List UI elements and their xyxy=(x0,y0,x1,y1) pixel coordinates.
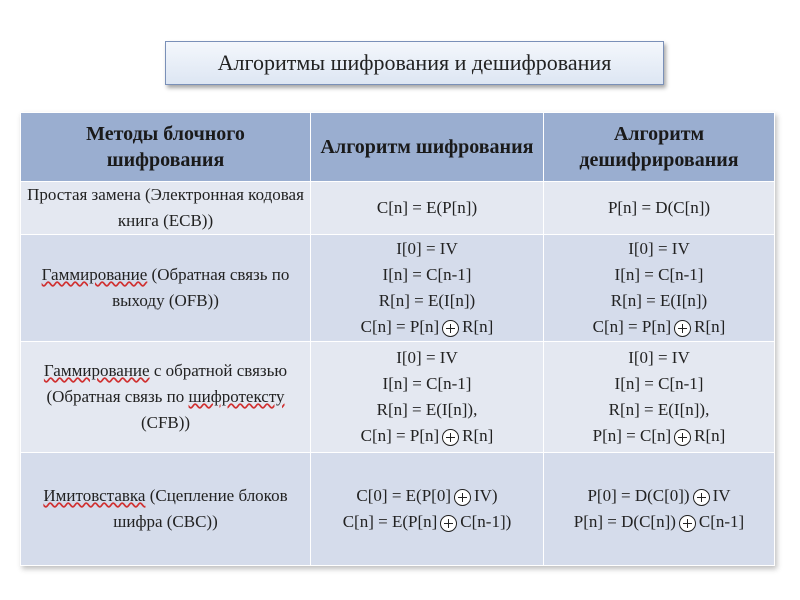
formula-line: R[n] = E(I[n]), xyxy=(376,400,478,419)
table-row xyxy=(21,235,775,342)
method-cell xyxy=(21,235,311,342)
formula-line: P[n] = C[n] R[n] xyxy=(592,426,726,445)
formula-line: C[n] = P[n] R[n] xyxy=(360,426,494,445)
decryption-cell: P[n] = D(C[n]) xyxy=(544,182,775,235)
formula-line: I[n] = C[n-1] xyxy=(614,374,704,393)
formula-line: C[n] = P[n] R[n] xyxy=(592,317,726,336)
xor-icon xyxy=(674,429,691,446)
xor-icon xyxy=(674,320,691,337)
method-term-2: шифротексту xyxy=(188,387,285,406)
method-term: Имитовставка xyxy=(43,486,146,505)
xor-icon xyxy=(440,515,457,532)
encryption-cell xyxy=(311,453,544,566)
xor-icon xyxy=(693,489,710,506)
formula-line: C[0] = E(P[0] IV) xyxy=(356,486,498,505)
method-cell xyxy=(21,342,311,453)
xor-icon xyxy=(679,515,696,532)
table-row xyxy=(21,342,775,453)
method-cell xyxy=(21,453,311,566)
method-description: (Обратная связь по выходу (OFB)) xyxy=(112,265,290,310)
encryption-cell xyxy=(311,342,544,453)
method-description-end: (CFB)) xyxy=(140,413,191,432)
formula-line: I[n] = C[n-1] xyxy=(382,265,472,284)
table-row xyxy=(21,182,775,235)
formula-line: R[n] = E(I[n]) xyxy=(378,291,476,310)
header-encryption: Алгоритм шифрования xyxy=(311,113,544,182)
encryption-cell xyxy=(311,235,544,342)
table-header-row xyxy=(21,113,775,182)
method-term: Гаммирование xyxy=(41,265,148,284)
method-description: с обратной связью (Обратная связь по xyxy=(46,361,288,406)
formula-line: C[n] = P[n] R[n] xyxy=(360,317,494,336)
xor-icon xyxy=(442,320,459,337)
formula-line: P[n] = D(C[n]) C[n-1] xyxy=(573,512,745,531)
decryption-cell xyxy=(544,453,775,566)
method-cell: Простая замена (Электронная кодовая книга (ECB)) xyxy=(21,182,311,235)
xor-icon xyxy=(442,429,459,446)
method-term: Гаммирование xyxy=(43,361,150,380)
formula-line: P[0] = D(C[0]) IV xyxy=(587,486,731,505)
header-methods: Методы блочного шифрования xyxy=(21,113,311,182)
formula-line: I[0] = IV xyxy=(628,348,690,367)
table-row xyxy=(21,453,775,566)
header-decryption: Алгоритм дешифрирования xyxy=(544,113,775,182)
formula-line: I[0] = IV xyxy=(396,348,458,367)
decryption-cell xyxy=(544,235,775,342)
formula-line: C[n] = E(P[n] C[n-1]) xyxy=(342,512,512,531)
method-description: (Сцепление блоков шифра (CBC)) xyxy=(113,486,288,531)
formula-line: I[0] = IV xyxy=(396,239,458,258)
formula-line: R[n] = E(I[n]) xyxy=(610,291,708,310)
formula-line: R[n] = E(I[n]), xyxy=(608,400,710,419)
encryption-cell: C[n] = E(P[n]) xyxy=(311,182,544,235)
formula-line: I[0] = IV xyxy=(628,239,690,258)
page-title: Алгоритмы шифрования и дешифрования xyxy=(165,41,664,85)
decryption-cell xyxy=(544,342,775,453)
formula-line: I[n] = C[n-1] xyxy=(614,265,704,284)
cipher-table xyxy=(20,112,775,566)
xor-icon xyxy=(454,489,471,506)
formula-line: I[n] = C[n-1] xyxy=(382,374,472,393)
